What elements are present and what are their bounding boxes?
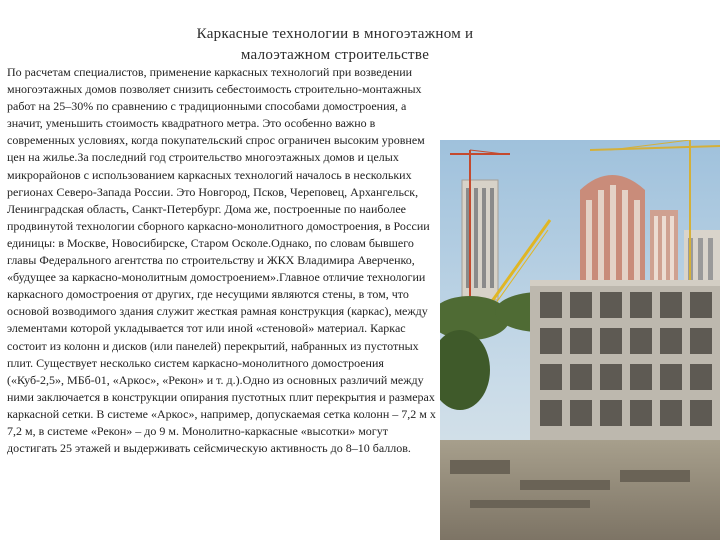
construction-photo-drawing <box>440 140 720 540</box>
construction-photo <box>440 140 720 540</box>
body-text: По расчетам специалистов, применение каркасных технологий при возведении многоэтажных домов позволяет снизить себестоимость строительно-монтажных работ на 25–30% по сравнению с традиционными способами домостроения, а значит, уменьшить стоимость квадратного метра. Это особенно важно в современных условиях, когда покупательский спрос ограничен высоким уровнем цен на жилье.За последний год строительство многоэтажных домов и целых микрорайонов с использованием каркасных технологий началось в нескольких регионах Северо-Запада России. Это Новгород, Псков, Череповец, Архангельск, Ленинградская область, Санкт-Петербург. Дома же, построенные по наиболее продвинутой технологии сборного каркасно-монолитного домостроения, в России единицы: в Москве, Новосибирске, Старом Осколе.Однако, по словам бывшего главы Федерального агентства по строительству и ЖКХ Владимира Аверченко, «будущее за каркасно-монолитным домостроением».Главное отличие технологии каркасного домостроения от других, где несущими являются стены, в том, что основой возводимого здания служит жесткая рамная конструкция (каркас), между элементами которой укладывается тот или иной «стеновой» материал. Каркас состоит из колонн и дисков (или панелей) перекрытий, набранных из пустотных плит. Существует несколько систем каркасно-монолитного домостроения («Куб-2,5», МБб-01, «Аркос», «Рекон» и т. д.).Одно из основных различий между ними заключается в конструкции опирания пустотных плит перекрытия и размерах каркасной сетки. В системе «Аркос», например, допускаемая сетка колонн – 7,2 м х 7,2 м, в системе «Рекон» – до 9 м. Монолитно-каркасные «высотки» могут достигать 25 этажей и выдерживать сейсмическую активность до 8–10 баллов. <box>7 65 436 456</box>
distant-tower-left <box>462 180 498 300</box>
slide-title: Каркасные технологии в многоэтажном и малоэтажном строительстве <box>196 26 474 63</box>
